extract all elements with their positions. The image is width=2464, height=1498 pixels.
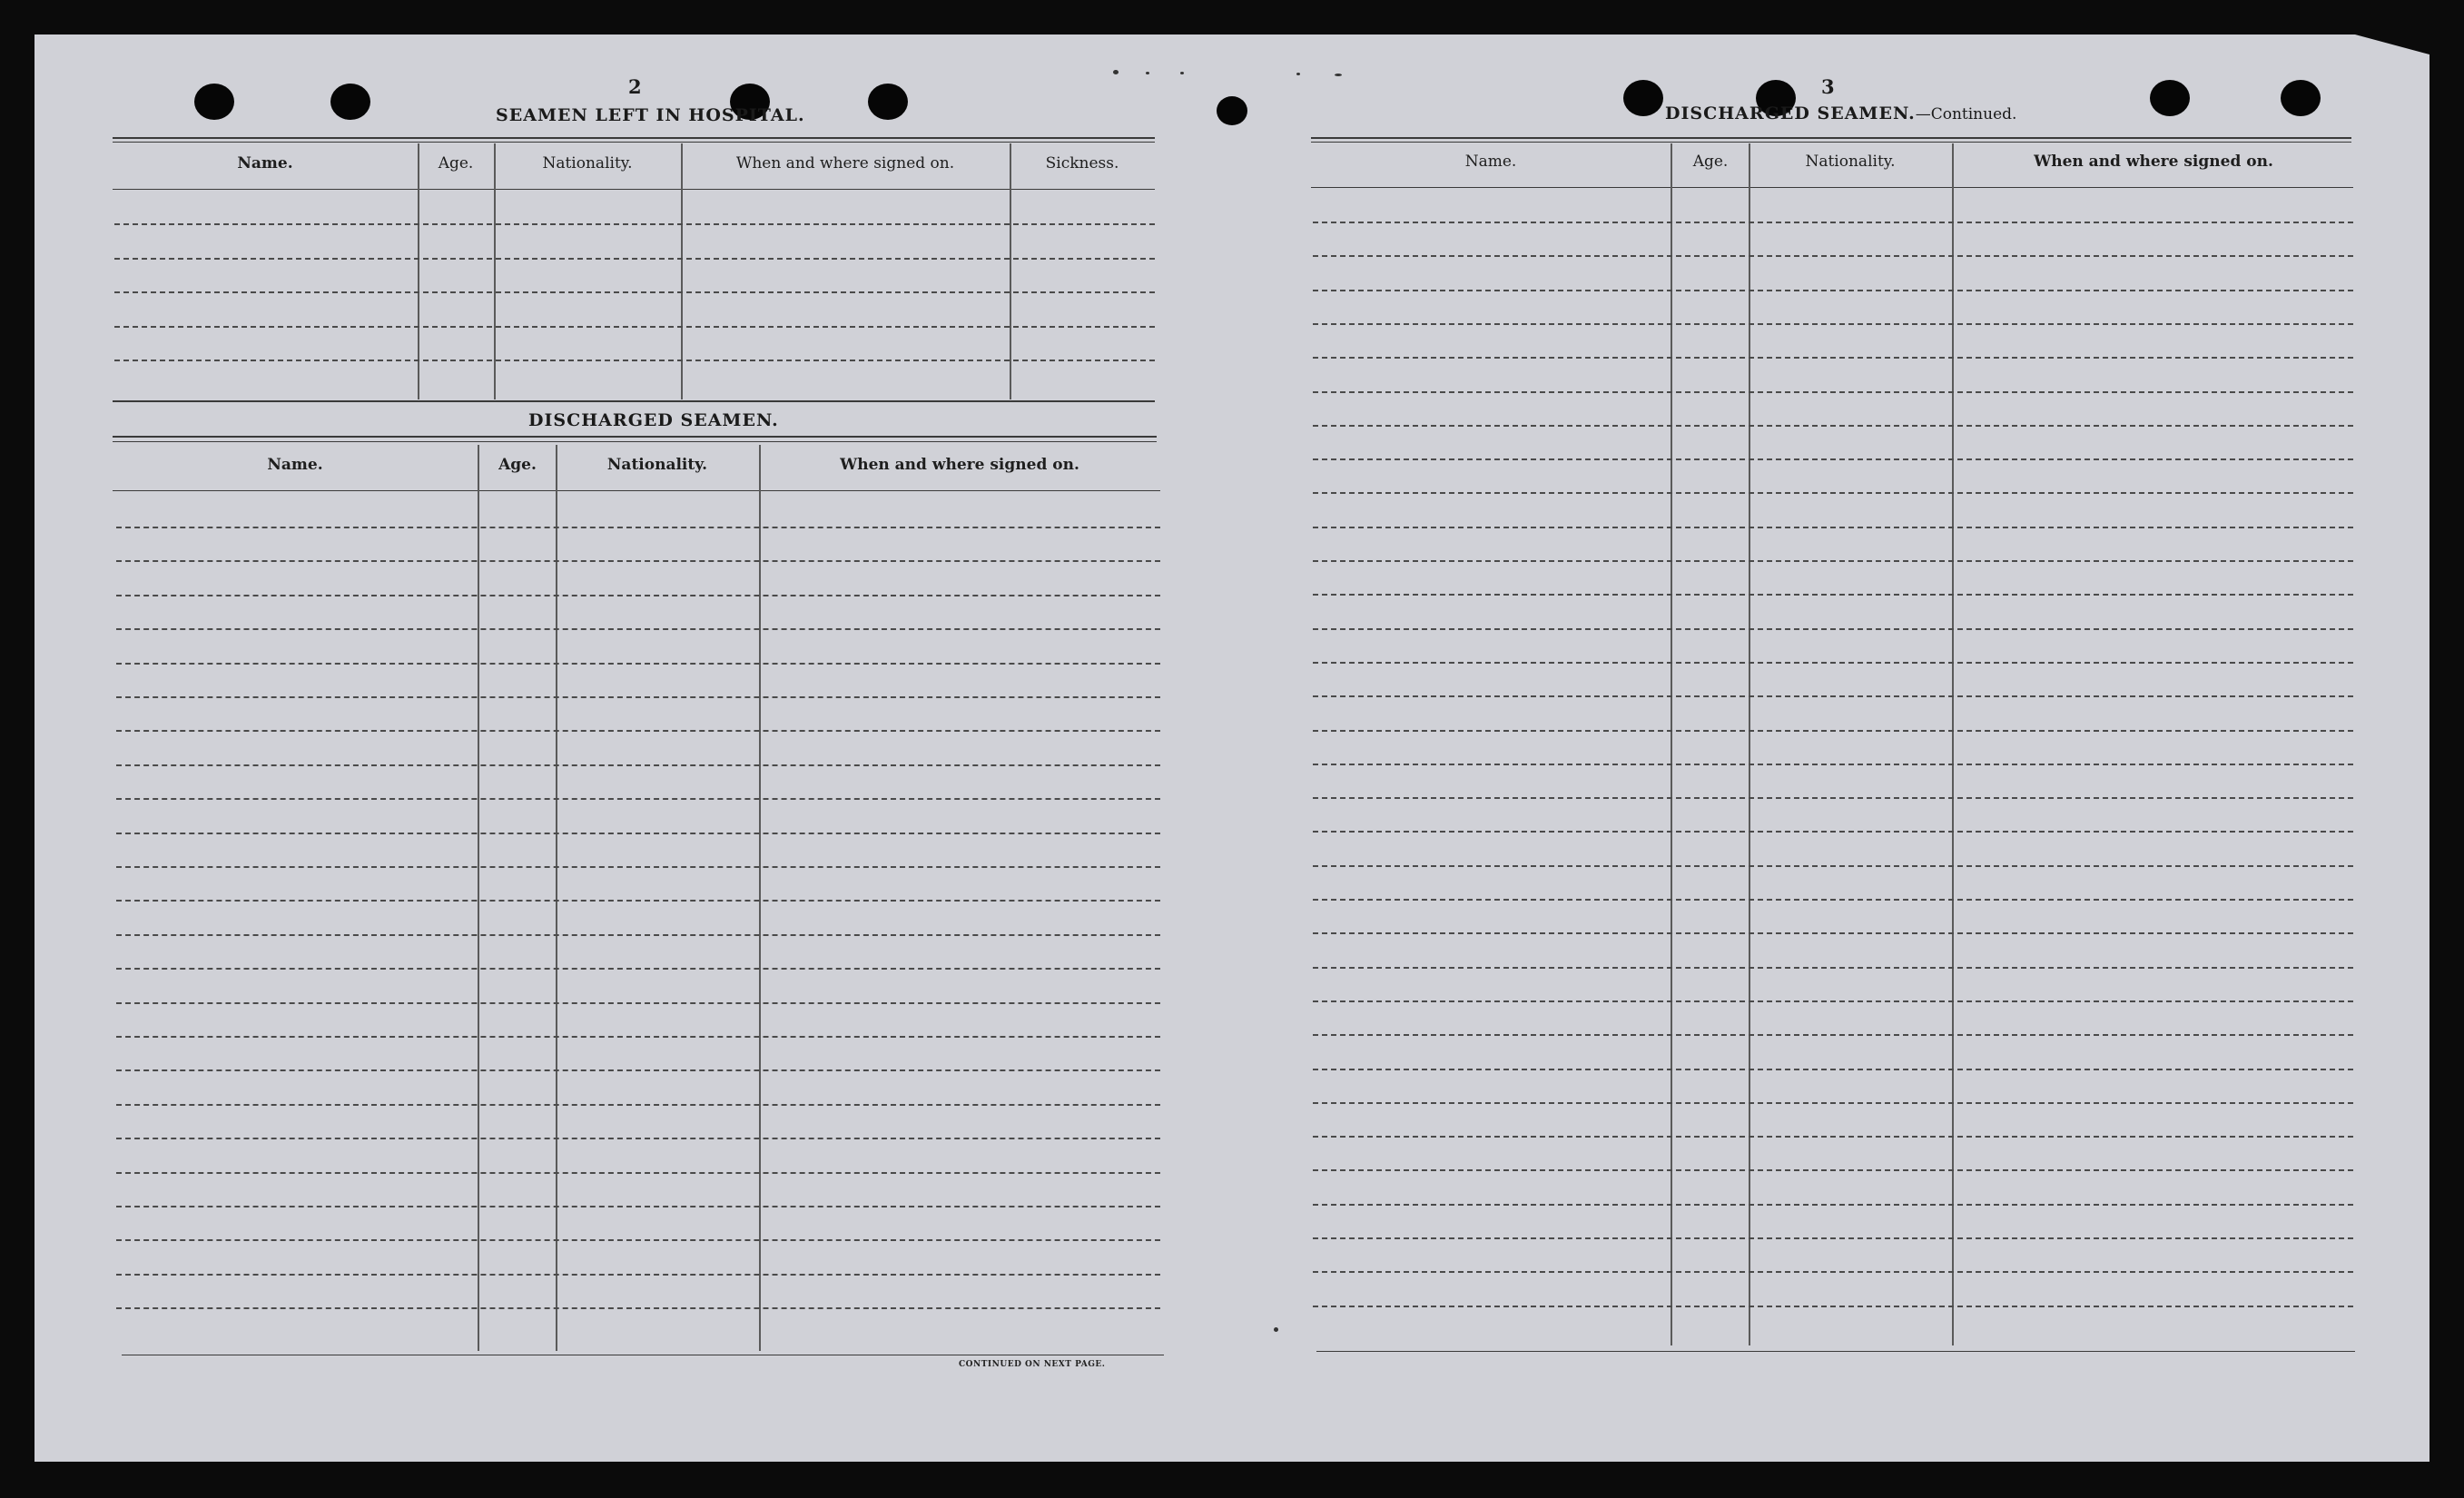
blank-entry-line bbox=[116, 968, 1160, 970]
right-top-rule-2 bbox=[1311, 142, 2351, 143]
blank-entry-line bbox=[1313, 1169, 2353, 1171]
discharged-top-rule-2 bbox=[113, 441, 1157, 442]
right-title-suffix: —Continued. bbox=[1915, 105, 2017, 123]
paper-sheet bbox=[34, 34, 2430, 1462]
discharged-col-divider bbox=[759, 445, 761, 1351]
punch-hole bbox=[1623, 80, 1663, 116]
discharged-col-divider bbox=[478, 445, 479, 1351]
hospital-top-rule-2 bbox=[113, 142, 1155, 143]
right-title-main: DISCHARGED SEAMEN. bbox=[1665, 103, 1916, 123]
speck bbox=[1335, 74, 1342, 76]
speck bbox=[1274, 1327, 1278, 1332]
blank-entry-line bbox=[114, 291, 1155, 293]
blank-entry-line bbox=[114, 360, 1155, 361]
hospital-col-sickness: Sickness. bbox=[1045, 154, 1119, 172]
blank-entry-line bbox=[1313, 1069, 2353, 1070]
blank-entry-line bbox=[116, 934, 1160, 936]
blank-entry-line bbox=[116, 527, 1160, 528]
blank-entry-line bbox=[1313, 323, 2353, 325]
blank-entry-line bbox=[114, 223, 1155, 225]
blank-entry-line bbox=[116, 1138, 1160, 1139]
blank-entry-line bbox=[1313, 492, 2353, 494]
blank-entry-line bbox=[1313, 222, 2353, 223]
hospital-col-signed-on: When and where signed on. bbox=[735, 154, 955, 172]
hospital-bottom-rule bbox=[113, 400, 1155, 402]
hospital-col-age: Age. bbox=[438, 154, 474, 172]
blank-entry-line bbox=[1313, 1306, 2353, 1307]
right-bottom-rule bbox=[1316, 1351, 2355, 1352]
speck bbox=[1146, 72, 1149, 74]
blank-entry-line bbox=[1313, 1000, 2353, 1002]
blank-entry-line bbox=[116, 1002, 1160, 1004]
right-header-rule bbox=[1311, 187, 2353, 188]
blank-entry-line bbox=[116, 798, 1160, 800]
discharged-col-age: Age. bbox=[498, 456, 537, 474]
blank-entry-line bbox=[1313, 1034, 2353, 1036]
punch-hole bbox=[2281, 80, 2321, 116]
blank-entry-line bbox=[1313, 865, 2353, 867]
blank-entry-line bbox=[1313, 764, 2353, 765]
discharged-col-nationality: Nationality. bbox=[606, 456, 708, 474]
blank-entry-line bbox=[116, 1104, 1160, 1106]
blank-entry-line bbox=[116, 663, 1160, 665]
blank-entry-line bbox=[1313, 695, 2353, 697]
blank-entry-line bbox=[1313, 560, 2353, 562]
blank-entry-line bbox=[116, 833, 1160, 834]
blank-entry-line bbox=[116, 1172, 1160, 1174]
discharged-top-rule bbox=[113, 436, 1157, 438]
blank-entry-line bbox=[116, 1274, 1160, 1276]
blank-entry-line bbox=[116, 696, 1160, 698]
punch-hole bbox=[1217, 96, 1247, 125]
blank-entry-line bbox=[116, 1307, 1160, 1309]
blank-entry-line bbox=[1313, 594, 2353, 596]
hospital-header-rule bbox=[113, 189, 1155, 190]
speck bbox=[1296, 73, 1300, 75]
blank-entry-line bbox=[1313, 1237, 2353, 1239]
blank-entry-line bbox=[1313, 357, 2353, 359]
speck bbox=[1113, 70, 1119, 74]
blank-entry-line bbox=[1313, 797, 2353, 799]
blank-entry-line bbox=[116, 866, 1160, 868]
blank-entry-line bbox=[1313, 932, 2353, 934]
right-col-age: Age. bbox=[1692, 153, 1729, 171]
blank-entry-line bbox=[1313, 527, 2353, 528]
hospital-col-nationality: Nationality. bbox=[542, 154, 633, 172]
discharged-section-title: DISCHARGED SEAMEN. bbox=[528, 410, 779, 430]
blank-entry-line bbox=[1313, 458, 2353, 460]
blank-entry-line bbox=[1313, 1102, 2353, 1104]
right-section-title bbox=[1665, 103, 2016, 123]
punch-hole bbox=[194, 84, 234, 120]
right-page-number: 3 bbox=[1821, 75, 1835, 98]
blank-entry-line bbox=[1313, 255, 2353, 257]
blank-entry-line bbox=[1313, 967, 2353, 969]
blank-entry-line bbox=[116, 595, 1160, 596]
left-page-number: 2 bbox=[628, 75, 642, 98]
blank-entry-line bbox=[116, 560, 1160, 562]
blank-entry-line bbox=[114, 326, 1155, 328]
blank-entry-line bbox=[116, 900, 1160, 902]
punch-hole bbox=[868, 84, 908, 120]
blank-entry-line bbox=[116, 628, 1160, 630]
blank-entry-line bbox=[116, 730, 1160, 732]
blank-entry-line bbox=[1313, 391, 2353, 393]
discharged-col-divider bbox=[556, 445, 557, 1351]
blank-entry-line bbox=[116, 764, 1160, 766]
right-col-nationality: Nationality. bbox=[1805, 153, 1896, 171]
blank-entry-line bbox=[116, 1239, 1160, 1241]
hospital-top-rule bbox=[113, 137, 1155, 139]
hospital-col-name: Name. bbox=[237, 154, 293, 172]
discharged-col-signed-on: When and where signed on. bbox=[840, 456, 1079, 474]
blank-entry-line bbox=[1313, 899, 2353, 901]
continued-footer: CONTINUED ON NEXT PAGE. bbox=[959, 1360, 1106, 1369]
punch-hole bbox=[2150, 80, 2190, 116]
right-top-rule bbox=[1311, 137, 2351, 139]
speck bbox=[1180, 72, 1184, 74]
blank-entry-line bbox=[1313, 831, 2353, 833]
blank-entry-line bbox=[114, 258, 1155, 260]
blank-entry-line bbox=[1313, 1136, 2353, 1138]
blank-entry-line bbox=[1313, 730, 2353, 732]
blank-entry-line bbox=[1313, 628, 2353, 630]
blank-entry-line bbox=[116, 1036, 1160, 1038]
discharged-header-rule bbox=[113, 490, 1160, 491]
blank-entry-line bbox=[1313, 425, 2353, 427]
blank-entry-line bbox=[1313, 1271, 2353, 1273]
blank-entry-line bbox=[116, 1206, 1160, 1207]
blank-entry-line bbox=[1313, 1204, 2353, 1206]
blank-entry-line bbox=[116, 1069, 1160, 1071]
right-col-name: Name. bbox=[1464, 153, 1517, 171]
punch-hole bbox=[330, 84, 370, 120]
right-col-signed-on: When and where signed on. bbox=[2034, 153, 2273, 171]
blank-entry-line bbox=[1313, 290, 2353, 291]
hospital-section-title: SEAMEN LEFT IN HOSPITAL. bbox=[496, 105, 805, 125]
discharged-col-name: Name. bbox=[267, 456, 323, 474]
blank-entry-line bbox=[1313, 662, 2353, 664]
